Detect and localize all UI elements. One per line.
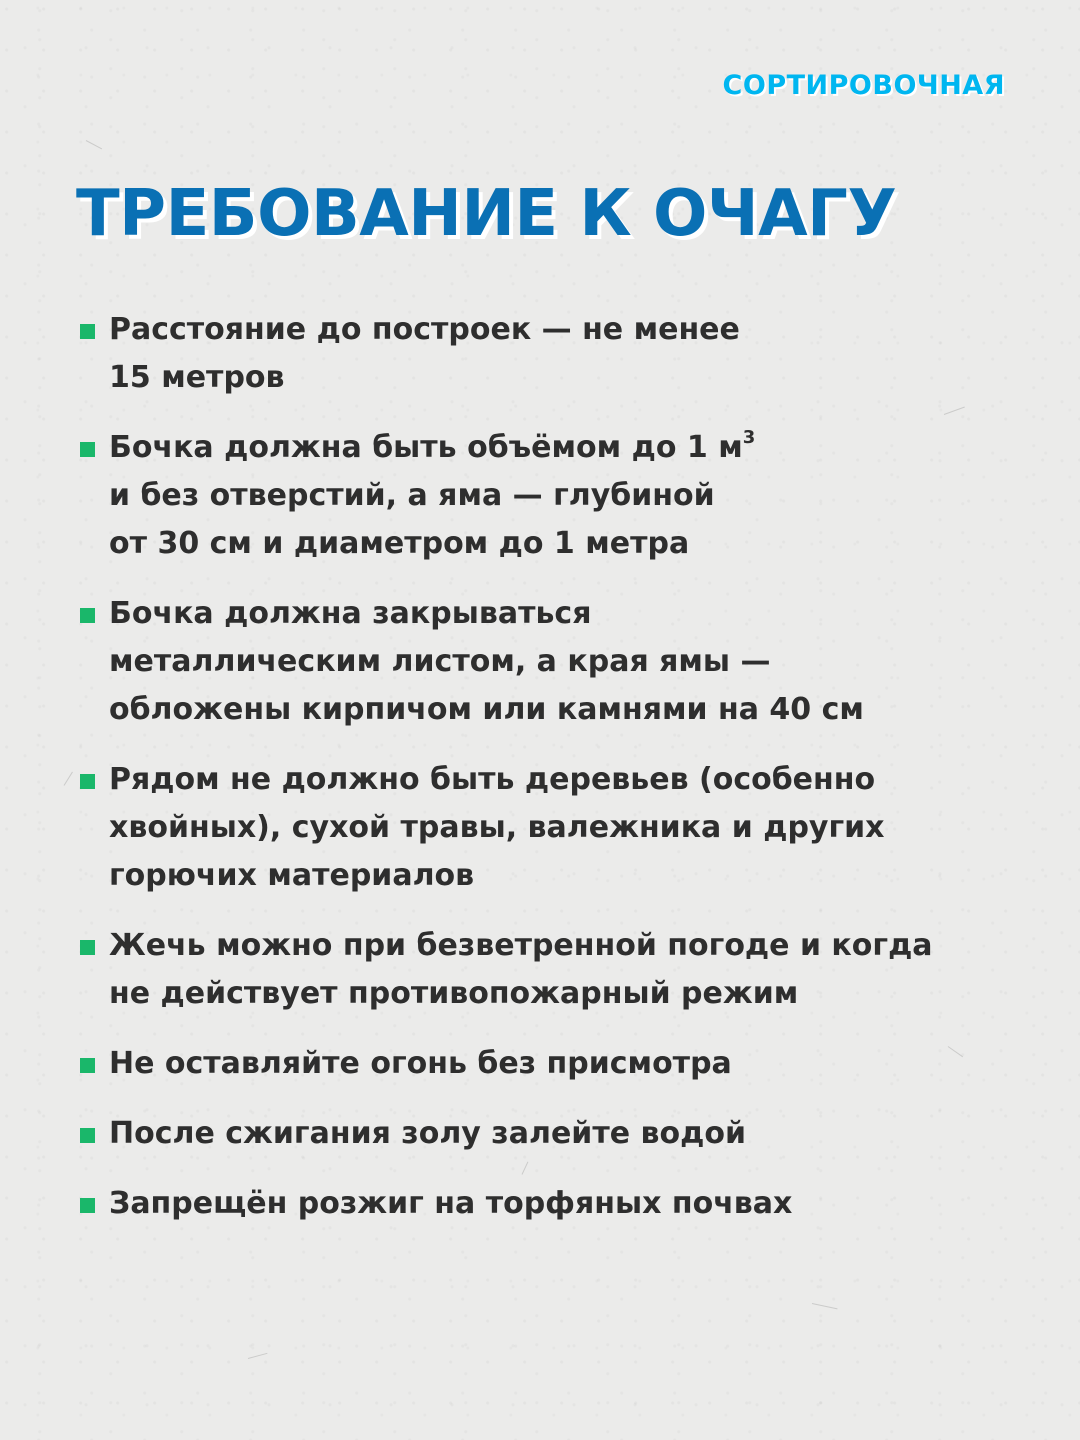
green-square-bullet-icon	[80, 442, 95, 457]
cubic-superscript: 3	[742, 427, 756, 448]
requirement-line: Бочка должна быть объёмом до 1 м	[109, 430, 743, 465]
paper-fiber	[86, 140, 102, 149]
requirement-line: После сжигания золу залейте водой	[109, 1116, 746, 1151]
requirement-item	[78, 1110, 1008, 1158]
requirement-item	[78, 922, 1008, 1018]
requirement-line: не действует противопожарный режим	[109, 976, 799, 1011]
green-square-bullet-icon	[80, 940, 95, 955]
requirement-line: металлическим листом, а края ямы —	[109, 644, 771, 679]
requirement-line: Жечь можно при безветренной погоде и когда	[109, 928, 933, 963]
requirement-line: Расстояние до построек — не менее	[109, 312, 740, 347]
requirement-item	[78, 756, 1008, 900]
green-square-bullet-icon	[80, 608, 95, 623]
paper-fiber	[248, 1353, 268, 1359]
requirement-item	[78, 424, 1008, 568]
requirement-line: Не оставляйте огонь без присмотра	[109, 1046, 732, 1081]
requirement-item	[78, 1040, 1008, 1088]
requirement-item	[78, 306, 1008, 402]
green-square-bullet-icon	[80, 324, 95, 339]
paper-fiber	[812, 1303, 838, 1309]
requirement-line-with-unit	[109, 424, 1008, 472]
requirement-line: Запрещён розжиг на торфяных почвах	[109, 1186, 793, 1221]
requirement-line: Рядом не должно быть деревьев (особенно	[109, 762, 876, 797]
requirement-line: хвойных), сухой травы, валежника и других	[109, 810, 885, 845]
requirements-list	[78, 306, 1008, 1250]
requirement-line: горючих материалов	[109, 858, 475, 893]
requirement-item	[78, 590, 1008, 734]
green-square-bullet-icon	[80, 1128, 95, 1143]
requirement-line: 15 метров	[109, 360, 285, 395]
green-square-bullet-icon	[80, 1058, 95, 1073]
paper-fiber	[64, 772, 73, 786]
requirement-line: от 30 см и диаметром до 1 метра	[109, 526, 690, 561]
requirement-line: обложены кирпичом или камнями на 40 см	[109, 692, 864, 727]
green-square-bullet-icon	[80, 1198, 95, 1213]
green-square-bullet-icon	[80, 774, 95, 789]
page-title: ТРЕБОВАНИЕ К ОЧАГУ	[76, 177, 897, 251]
requirement-item	[78, 1180, 1008, 1228]
brand-label: СОРТИРОВОЧНАЯ	[722, 70, 1005, 101]
requirement-line: и без отверстий, а яма — глубиной	[109, 478, 715, 513]
requirement-line: Бочка должна закрываться	[109, 596, 592, 631]
